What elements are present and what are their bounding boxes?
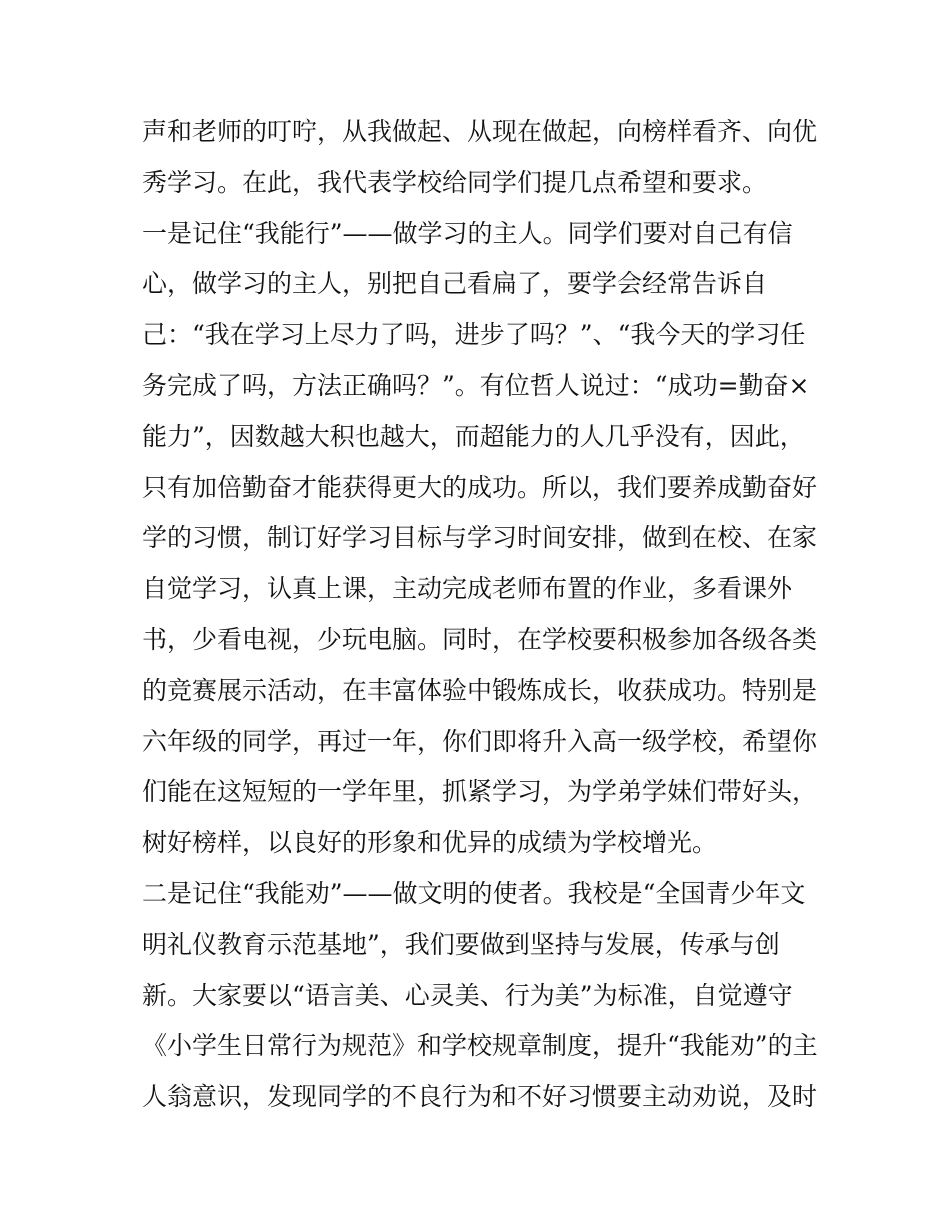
text-line: 人翁意识，发现同学的不良行为和不好习惯要主动劝说，及时 xyxy=(142,1082,818,1112)
text-line: 秀学习。在此，我代表学校给同学们提几点希望和要求。 xyxy=(142,167,768,197)
text-line: 明礼仪教育示范基地”，我们要做到坚持与发展，传承与创 xyxy=(142,929,780,959)
text-line: 学的习惯，制订好学习目标与学习时间安排，做到在校、在家 xyxy=(142,523,818,553)
text-line: 务完成了吗，方法正确吗？”。有位哲人说过：“成功=勤奋× xyxy=(142,370,810,400)
text-line: 声和老师的叮咛，从我做起、从现在做起，向榜样看齐、向优 xyxy=(142,117,818,146)
text-line: 二是记住“我能劝”——做文明的使者。我校是“全国青少年文 xyxy=(142,878,806,908)
text-line: 书，少看电视，少玩电脑。同时，在学校要积极参加各级各类 xyxy=(142,624,818,654)
text-line: 的竞赛展示活动，在丰富体验中锻炼成长，收获成功。特别是 xyxy=(142,675,818,705)
text-line: 自觉学习，认真上课，主动完成老师布置的作业，多看课外 xyxy=(142,574,793,604)
text-line: 《小学生日常行为规范》和学校规章制度，提升“我能劝”的主 xyxy=(142,1031,818,1061)
text-line: 一是记住“我能行”——做学习的主人。同学们要对自己有信 xyxy=(142,218,793,248)
text-line: 心，做学习的主人，别把自己看扁了，要学会经常告诉自 xyxy=(142,269,768,299)
text-line: 树好榜样，以良好的形象和优异的成绩为学校增光。 xyxy=(142,828,718,858)
body-text xyxy=(142,107,822,1123)
text-line: 新。大家要以“语言美、心灵美、行为美”为标准，自觉遵守 xyxy=(142,980,793,1010)
text-line: 六年级的同学，再过一年，你们即将升入高一级学校，希望你 xyxy=(142,726,818,756)
text-line: 能力”，因数越大积也越大，而超能力的人几乎没有，因此， xyxy=(142,421,805,451)
text-line: 只有加倍勤奋才能获得更大的成功。所以，我们要养成勤奋好 xyxy=(142,472,818,502)
text-line: 们能在这短短的一学年里，抓紧学习，为学弟学妹们带好头， xyxy=(142,777,818,807)
text-line: 己：“我在学习上尽力了吗，进步了吗？”、“我今天的学习任 xyxy=(142,320,806,350)
